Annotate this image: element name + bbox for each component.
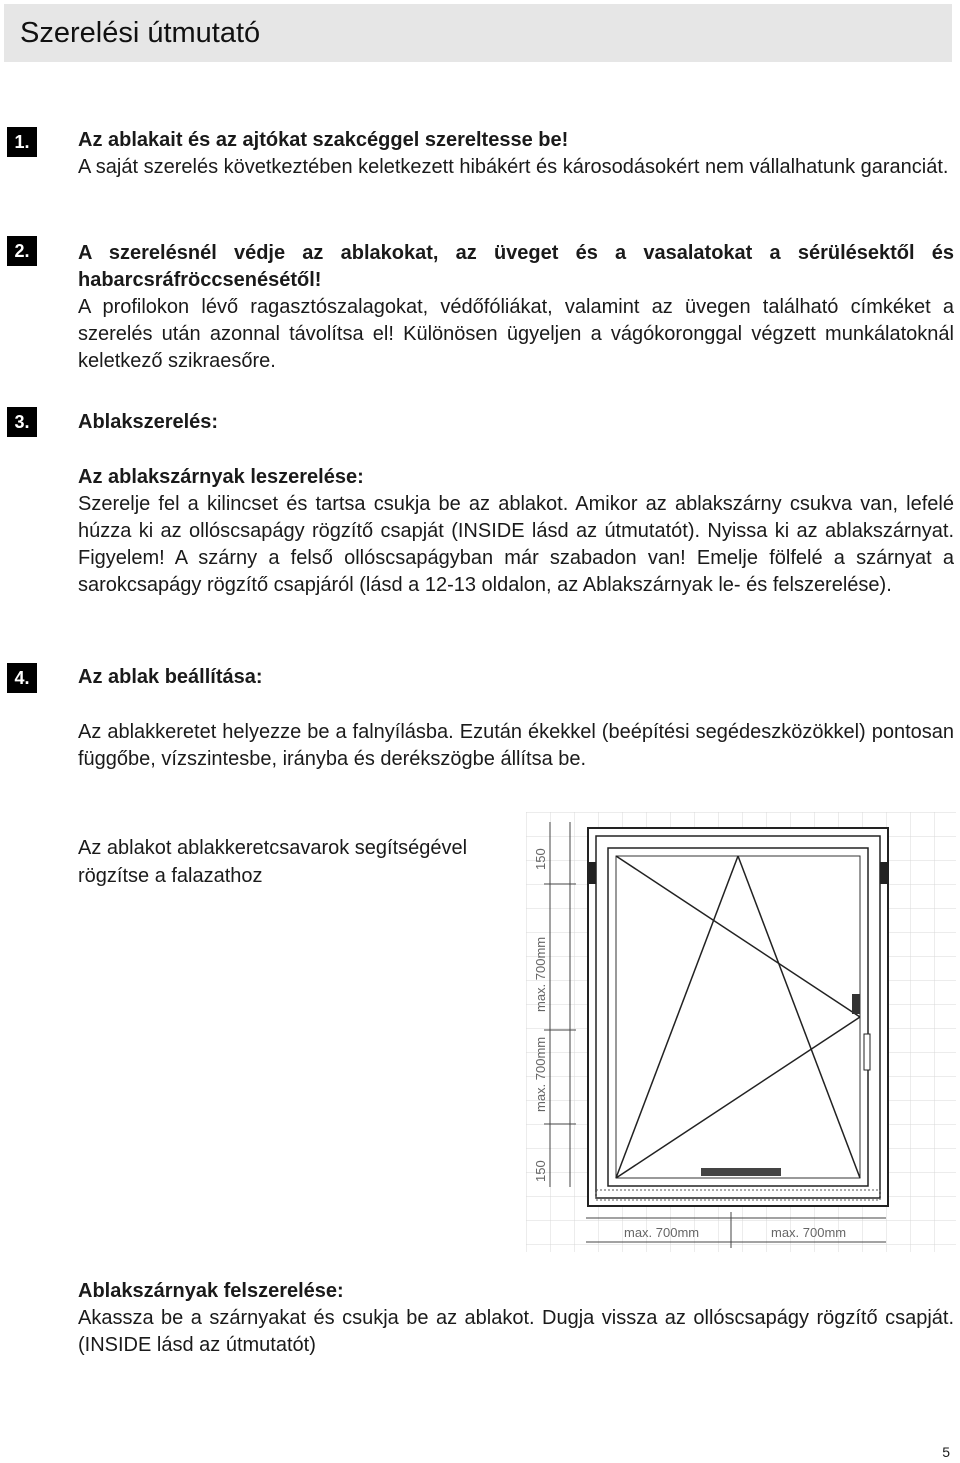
section-2 <box>78 240 954 375</box>
dim-bottom-right: max. 700mm <box>771 1225 847 1240</box>
page-header <box>4 4 952 62</box>
hinge-marker <box>852 994 860 1014</box>
section-4 <box>78 664 954 773</box>
drawing-caption: Az ablakot ablakkeretcsavarok segítségével rögzítse a falazathoz <box>78 837 468 887</box>
page-number: 5 <box>942 1444 950 1460</box>
section-3-text: Szerelje fel a kilincset és tartsa csukja be az ablakot. Amikor az ablakszárny csukva van, lefelé húzza ki az ollóscsapágy rögzítő csapját (INSIDE lásd az útmutatót). Nyissa ki az ablakszárnyat. Figyelem! A szárny a felső ollóscsapágyban már szabadon van! Emelje fölfelé a szárnyat a sarokcsapágy rögzítő csapjáról (lásd a 12-13 oldalon, az Ablakszárnyak le- és felszerelése). <box>78 493 954 596</box>
dim-left-top: 150 <box>533 848 548 870</box>
reinstall-section <box>78 1278 954 1359</box>
section-3-heading: Ablakszerelés: <box>78 411 219 433</box>
section-3 <box>78 409 954 599</box>
section-4-heading: Az ablak beállítása: <box>78 666 263 688</box>
dim-left-upper: max. 700mm <box>533 936 548 1012</box>
handle-icon <box>864 1034 870 1070</box>
reinstall-text: Akassza be a szárnyakat és csukja be az ablakot. Dugja vissza az ollóscsapágy rögzítő csapját. (INSIDE lásd az útmutatót) <box>78 1307 954 1356</box>
section-2-text: A profilokon lévő ragasztószalagokat, védőfóliákat, valamint az üvegen található címkéket a szerelés után azonnal távolítsa el! Különösen ügyeljen a vágókoronggal végzett munkálatoknál keletkező szikraesőre. <box>78 296 954 372</box>
section-1 <box>78 127 954 181</box>
section-3-subheading: Az ablakszárnyak leszerelése: <box>78 466 364 488</box>
section-2-bold: A szerelésnél védje az ablakokat, az üveget és a vasalatokat a sérülésektől és habarcsráfröccsenésétől! <box>78 242 954 291</box>
section-number-2: 2. <box>7 236 37 266</box>
dim-left-lower: max. 700mm <box>533 1036 548 1112</box>
window-frame <box>588 828 888 1206</box>
dim-left-bottom: 150 <box>533 1160 548 1182</box>
window-drawing <box>526 812 956 1252</box>
section-1-line-2: A saját szerelés következtében keletkezett hibákért és károsodásokért nem vállalhatunk garanciát. <box>78 156 949 178</box>
page-title: Szerelési útmutató <box>20 17 261 49</box>
section-number-3: 3. <box>7 407 37 437</box>
section-number-1: 1. <box>7 127 37 157</box>
section-4-text: Az ablakkeretet helyezze be a falnyílásba. Ezután ékekkel (beépítési segédeszközökkel) pontosan függőbe, vízszintesbe, irányba és derékszögbe állítsa be. <box>78 721 954 770</box>
dim-bottom-left: max. 700mm <box>624 1225 700 1240</box>
bottom-hinge <box>701 1168 781 1176</box>
reinstall-heading: Ablakszárnyak felszerelése: <box>78 1280 344 1302</box>
section-number-4: 4. <box>7 663 37 693</box>
section-1-line-1: Az ablakait és az ajtókat szakcéggel szereltesse be! <box>78 129 569 151</box>
